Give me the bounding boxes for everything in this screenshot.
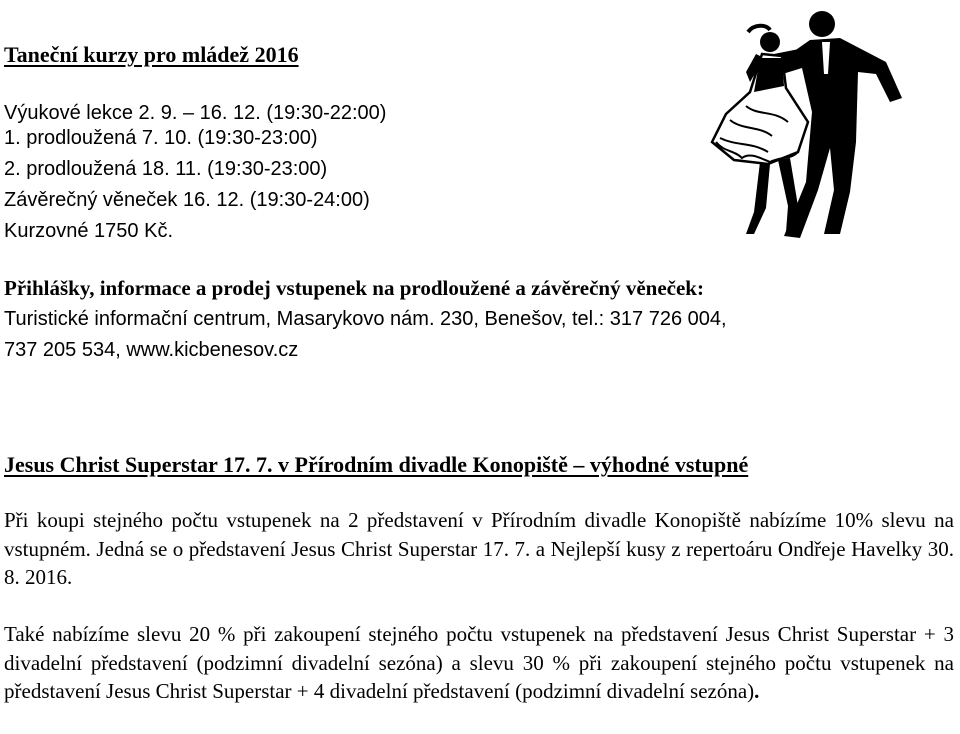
lesson-line: Závěrečný věneček 16. 12. (19:30-24:00): [4, 189, 370, 211]
lesson-line: 1. prodloužená 7. 10. (19:30-23:00): [4, 127, 318, 149]
discount-paragraph-2: [4, 620, 954, 706]
lesson-line: Kurzovné 1750 Kč.: [4, 220, 173, 242]
paragraph-end-dot: .: [754, 679, 760, 703]
discount-paragraph-1: Při koupi stejného počtu vstupenek na 2 představení v Přírodním divadle Konopiště nabízíme 10% slevu na vstupném. Jedná se o představení Jesus Christ Superstar 17. 7. a Nejlepší kusy z repertoáru Ondřeje Havelky 30. 8. 2016.: [4, 508, 954, 589]
info-heading: Přihlášky, informace a prodej vstupenek na prodloužené a závěrečný věneček:: [4, 276, 704, 300]
info-line: 737 205 534, www.kicbenesov.cz: [4, 339, 299, 361]
dancing-couple-icon: [690, 2, 960, 242]
jcs-title: Jesus Christ Superstar 17. 7. v Přírodním divadle Konopiště – výhodné vstupné: [4, 452, 749, 477]
discount-paragraph-2-text: Také nabízíme slevu 20 % při zakoupení stejného počtu vstupenek na představení Jesus Christ Superstar + 3 divadelní představení (podzimní divadelní sezóna) a slevu 30 % při zakoupení stejného počtu vstupenek na představení Jesus Christ Superstar + 4 divadelní představení (podzimní divadelní sezóna): [4, 622, 954, 703]
info-line: Turistické informační centrum, Masarykovo nám. 230, Benešov, tel.: 317 726 004,: [4, 308, 727, 330]
lesson-line: Výukové lekce 2. 9. – 16. 12. (19:30-22:00): [4, 102, 387, 124]
dance-course-title: Taneční kurzy pro mládež 2016: [4, 42, 299, 67]
lesson-line: 2. prodloužená 18. 11. (19:30-23:00): [4, 158, 328, 180]
